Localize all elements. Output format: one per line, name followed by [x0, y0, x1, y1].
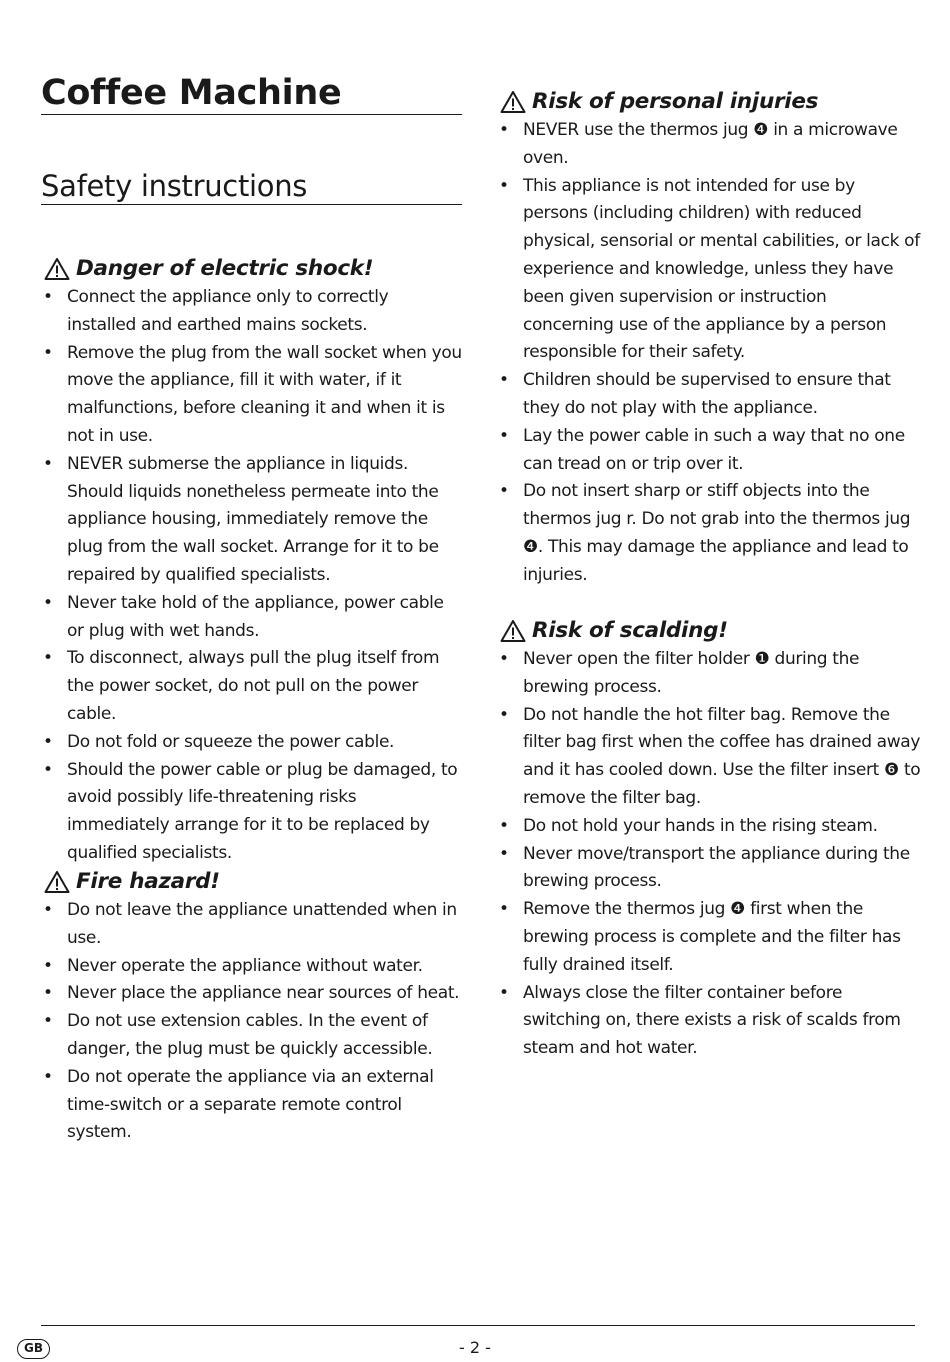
list-item: • Remove the thermos jug ❹ first when the brewing process is complete and the filter has fully drained itself.: [497, 896, 922, 979]
list-item: • Never take hold of the appliance, power cable or plug with wet hands.: [41, 590, 462, 646]
section-heading: [44, 255, 462, 283]
list-item: • Should the power cable or plug be damaged, to avoid possibly life-threatening risks immediately arrange for it to be replaced by qualified specialists.: [41, 757, 462, 868]
section-electric-shock: [41, 255, 462, 868]
list-item: • NEVER submerse the appliance in liquids. Should liquids nonetheless permeate into the appliance housing, immediately remove the plug from the wall socket. Arrange for it to be repaired by qualified specialists.: [41, 451, 462, 590]
list-item: • NEVER use the thermos jug ❹ in a microwave oven.: [497, 117, 922, 173]
bullet-list: [41, 284, 462, 868]
list-item: • Always close the filter container before switching on, there exists a risk of scalds from steam and hot water.: [497, 980, 922, 1063]
bullet-list: [41, 897, 462, 1147]
country-badge: GB: [17, 1339, 50, 1359]
bullet-list: [497, 646, 922, 1063]
list-item: • Never place the appliance near sources of heat.: [41, 980, 462, 1008]
page-number: - 2 -: [459, 1338, 491, 1357]
section-scalding: [497, 617, 922, 1063]
list-item: • Do not use extension cables. In the event of danger, the plug must be quickly accessible.: [41, 1008, 462, 1064]
list-item: • Do not operate the appliance via an external time-switch or a separate remote control system.: [41, 1064, 462, 1147]
list-item: • Do not handle the hot filter bag. Remove the filter bag first when the coffee has drained away and it has cooled down. Use the filter insert ❻ to remove the filter bag.: [497, 702, 922, 813]
list-item: • Children should be supervised to ensure that they do not play with the appliance.: [497, 367, 922, 423]
section-heading: [44, 868, 462, 896]
footer-divider: [41, 1325, 915, 1326]
list-item: • Connect the appliance only to correctly installed and earthed mains sockets.: [41, 284, 462, 340]
warning-triangle-icon: [44, 257, 70, 281]
list-item: • Remove the plug from the wall socket when you move the appliance, fill it with water, if it malfunctions, before cleaning it and when it is not in use.: [41, 340, 462, 451]
section-personal-injuries: [497, 88, 922, 590]
section-heading: [500, 88, 922, 116]
list-item: • Never open the filter holder ❶ during the brewing process.: [497, 646, 922, 702]
section-heading-text: Danger of electric shock!: [76, 256, 374, 281]
list-item: • This appliance is not intended for use by persons (including children) with reduced physical, sensorial or mental cabilities, or lack of experience and knowledge, unless they have been given supervision or instruction concerning use of the appliance by a person responsible for their safety.: [497, 173, 922, 368]
bullet-list: [497, 117, 922, 590]
section-fire-hazard: [41, 868, 462, 1147]
list-item: • To disconnect, always pull the plug itself from the power socket, do not pull on the power cable.: [41, 645, 462, 728]
section-heading-text: Risk of personal injuries: [532, 89, 819, 114]
warning-triangle-icon: [500, 619, 526, 643]
list-item: • Do not fold or squeeze the power cable.: [41, 729, 462, 757]
list-item: • Lay the power cable in such a way that no one can tread on or trip over it.: [497, 423, 922, 479]
section-heading-text: Fire hazard!: [76, 869, 220, 894]
list-item: • Do not hold your hands in the rising steam.: [497, 813, 922, 841]
list-item: • Never operate the appliance without water.: [41, 953, 462, 981]
list-item: • Do not leave the appliance unattended when in use.: [41, 897, 462, 953]
list-item: • Do not insert sharp or stiff objects into the thermos jug r. Do not grab into the thermos jug ❹. This may damage the appliance and lead to injuries.: [497, 478, 922, 589]
page-title: Coffee Machine: [41, 72, 462, 115]
page-subtitle: Safety instructions: [41, 168, 462, 205]
warning-triangle-icon: [44, 870, 70, 894]
section-heading: [500, 617, 922, 645]
list-item: • Never move/transport the appliance during the brewing process.: [497, 841, 922, 897]
warning-triangle-icon: [500, 90, 526, 114]
section-heading-text: Risk of scalding!: [532, 618, 728, 643]
